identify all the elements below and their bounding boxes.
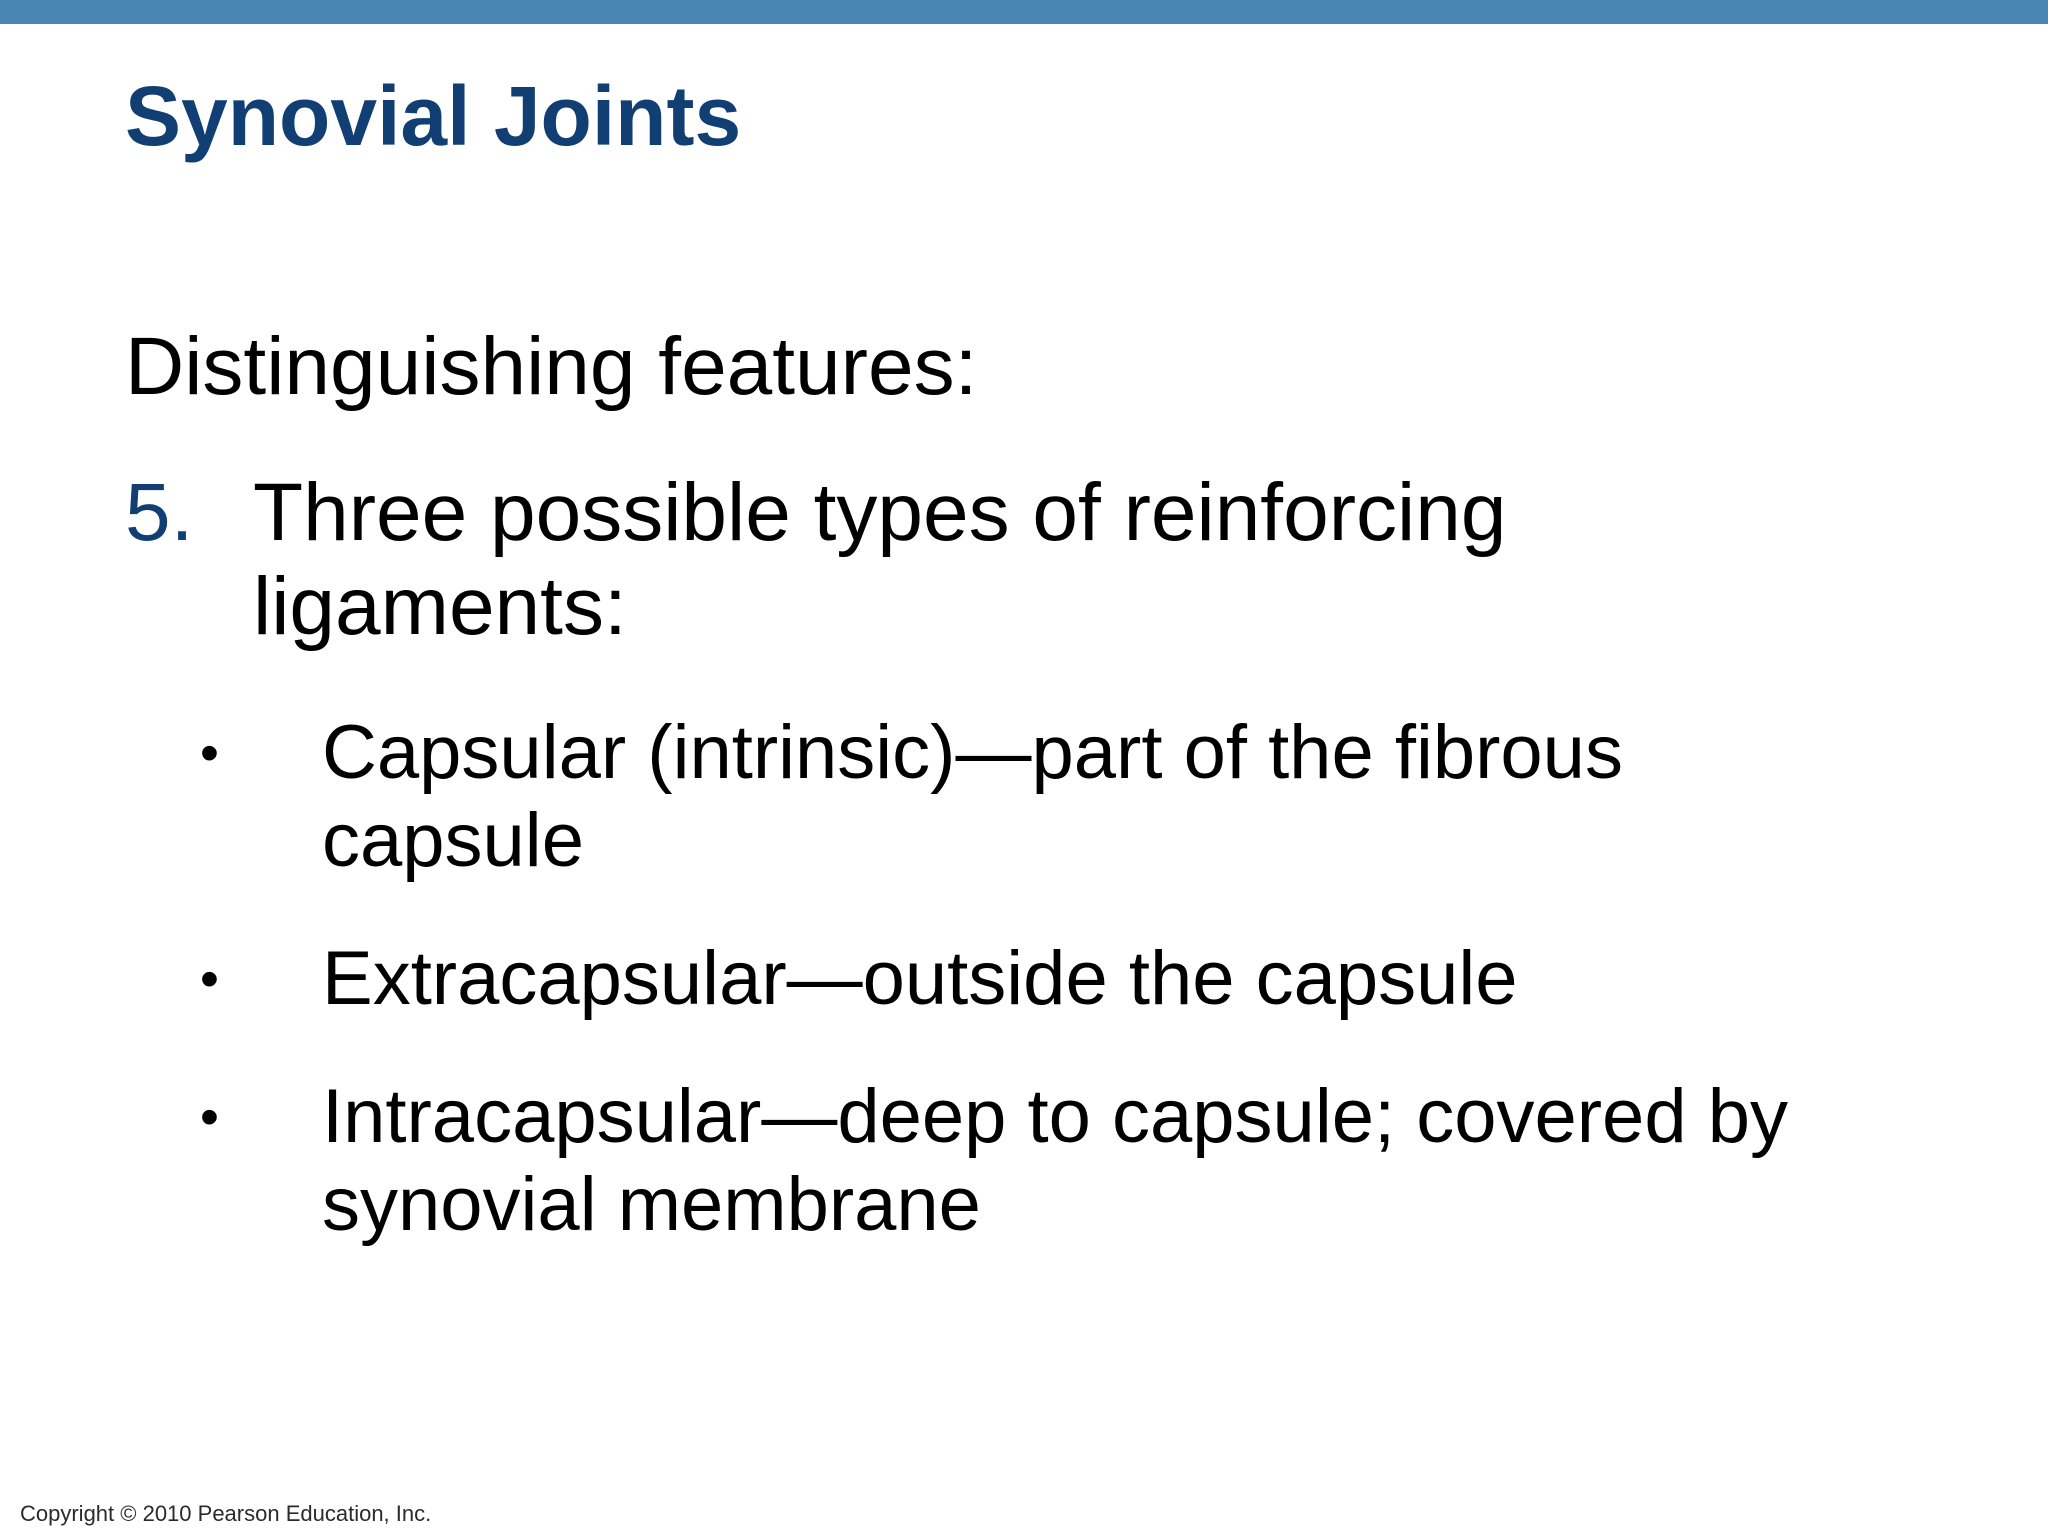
intro-text: Distinguishing features:: [125, 321, 978, 412]
bullet-marker: •: [200, 1087, 219, 1147]
bullet-item-capsular: [200, 709, 1900, 885]
bullet-item-extracapsular: [200, 935, 1900, 1023]
bullet-item-intracapsular: [200, 1073, 1900, 1249]
item-number: 5.: [125, 467, 194, 558]
bullet-marker: •: [200, 723, 219, 783]
top-accent-bar: [0, 0, 2048, 24]
bullet-text: Capsular (intrinsic)—part of the fibrous capsule: [322, 710, 1623, 883]
bullet-marker: •: [200, 949, 219, 1009]
bullet-list: [200, 709, 1900, 1299]
bullet-text: Intracapsular—deep to capsule; covered by synovial membrane: [322, 1074, 1788, 1247]
numbered-item: [125, 466, 1725, 654]
slide-title: Synovial Joints: [125, 69, 742, 163]
copyright-notice: Copyright © 2010 Pearson Education, Inc.: [20, 1501, 432, 1526]
bullet-text: Extracapsular—outside the capsule: [322, 936, 1518, 1021]
item-text: Three possible types of reinforcing ligaments:: [253, 467, 1507, 652]
